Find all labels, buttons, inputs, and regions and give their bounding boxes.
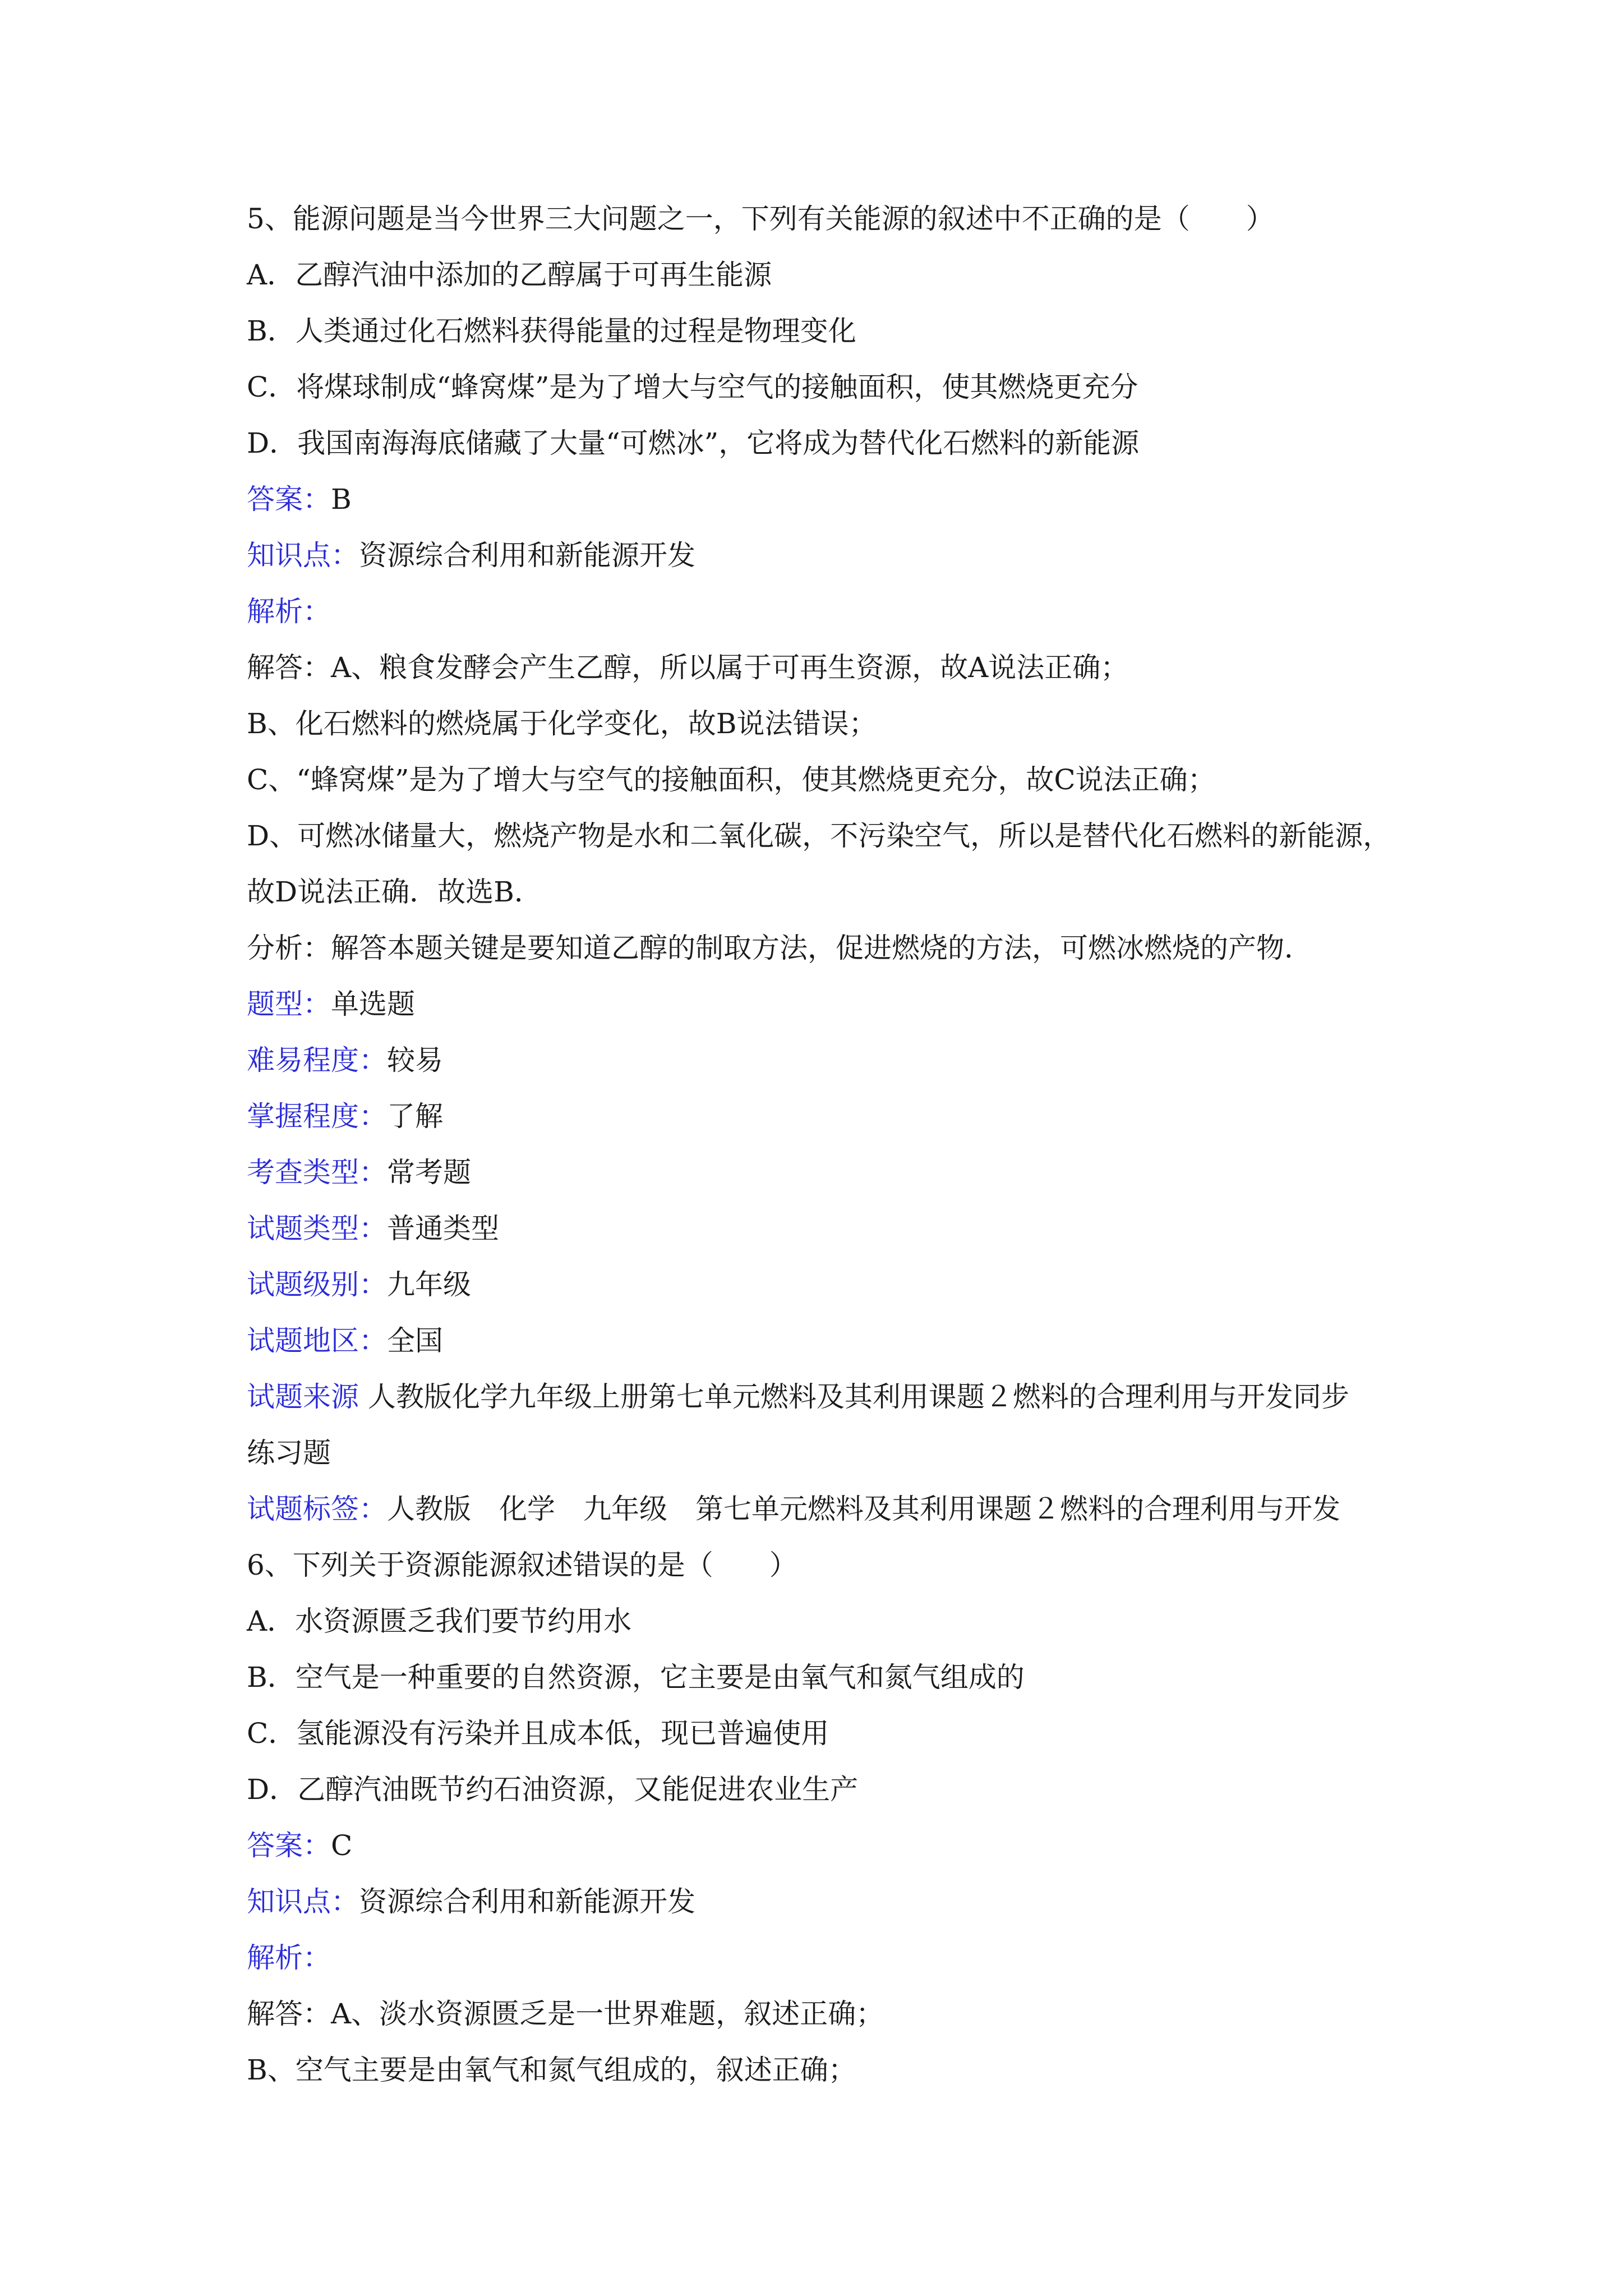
meta-exam-type [247,1144,1408,1200]
question-5-option-b: B．人类通过化石燃料获得能量的过程是物理变化 [247,315,856,347]
meta-label: 试题地区： [247,1324,387,1357]
question-6-solution-line: 解答：A、淡水资源匮乏是一世界难题，叙述正确； [247,1998,884,2030]
answer-label: 答案： [247,483,331,516]
question-5-answer [247,471,1408,527]
tags-label: 试题标签： [247,1493,387,1525]
meta-label: 考查类型： [247,1156,387,1189]
tags-value: 人教版 化学 九年级 第七单元燃料及其利用课题２燃料的合理利用与开发 [387,1493,1340,1525]
answer-value: C [331,1829,353,1862]
question-5-solution-line: 故D说法正确．故选B． [247,876,542,908]
question-6-stem: 6、下列关于资源能源叙述错误的是（ ） [247,1549,797,1581]
knowledge-value: 资源综合利用和新能源开发 [359,539,695,572]
meta-label: 掌握程度： [247,1100,387,1133]
meta-value: 常考题 [387,1156,471,1189]
meta-grade [247,1257,1408,1313]
meta-value: 了解 [387,1100,443,1133]
document-page [247,191,1408,2098]
meta-value: 九年级 [387,1268,471,1301]
answer-label: 答案： [247,1829,331,1862]
meta-label: 题型： [247,988,331,1020]
question-6-option-d: D．乙醇汽油既节约石油资源，又能促进农业生产 [247,1773,859,1806]
knowledge-label: 知识点： [247,539,359,572]
source-value: 人教版化学九年级上册第七单元燃料及其利用课题２燃料的合理利用与开发同步 [367,1381,1349,1413]
meta-value: 普通类型 [387,1212,499,1245]
meta-mastery [247,1088,1408,1144]
analysis-label: 解析： [247,1941,331,1974]
meta-item-type [247,1200,1408,1257]
meta-value: 较易 [387,1044,443,1076]
question-6-knowledge [247,1874,1408,1930]
question-6-solution-line: B、空气主要是由氧气和氮气组成的，叙述正确； [247,2054,856,2086]
meta-source [247,1369,1408,1425]
meta-value: 单选题 [331,988,415,1020]
meta-region [247,1313,1408,1369]
question-6-option-c: C．氢能源没有污染并且成本低，现已普遍使用 [247,1717,829,1750]
meta-difficulty [247,1032,1408,1088]
meta-source-continued: 练习题 [247,1437,331,1469]
question-5-solution-line: D、可燃冰储量大，燃烧产物是水和二氧化碳，不污染空气，所以是替代化石燃料的新能源， [247,820,1391,852]
question-6-option-b: B．空气是一种重要的自然资源，它主要是由氧气和氮气组成的 [247,1661,1025,1694]
question-5-option-d: D．我国南海海底储藏了大量“可燃冰”，它将成为替代化石燃料的新能源 [247,427,1140,459]
question-5-solution-line: B、化石燃料的燃烧属于化学变化，故B说法错误； [247,707,877,740]
meta-label: 难易程度： [247,1044,387,1076]
knowledge-value: 资源综合利用和新能源开发 [359,1885,695,1918]
meta-value: 全国 [387,1324,443,1357]
question-6-answer [247,1818,1408,1874]
question-5-knowledge [247,527,1408,583]
question-5-stem: 5、能源问题是当今世界三大问题之一，下列有关能源的叙述中不正确的是（ ） [247,203,1274,235]
question-5-analysis-label [247,583,1408,639]
question-6-option-a: A．水资源匮乏我们要节约用水 [247,1605,632,1637]
question-5-solution-line: 解答：A、粮食发酵会产生乙醇，所以属于可再生资源，故A说法正确； [247,651,1129,684]
meta-label: 试题类型： [247,1212,387,1245]
meta-tags [247,1481,1408,1537]
meta-question-type [247,976,1408,1032]
analysis-label: 解析： [247,595,331,628]
meta-label: 试题级别： [247,1268,387,1301]
question-5-solution-line: C、“蜂窝煤”是为了增大与空气的接触面积，使其燃烧更充分，故C说法正确； [247,763,1216,796]
question-5-summary: 分析：解答本题关键是要知道乙醇的制取方法，促进燃烧的方法，可燃冰燃烧的产物． [247,932,1312,964]
question-5-option-a: A．乙醇汽油中添加的乙醇属于可再生能源 [247,259,772,291]
question-5-option-c: C．将煤球制成“蜂窝煤”是为了增大与空气的接触面积，使其燃烧更充分 [247,371,1138,403]
knowledge-label: 知识点： [247,1885,359,1918]
question-6-analysis-label [247,1930,1408,1986]
source-label: 试题来源 [247,1381,359,1413]
answer-value: B [331,483,352,516]
